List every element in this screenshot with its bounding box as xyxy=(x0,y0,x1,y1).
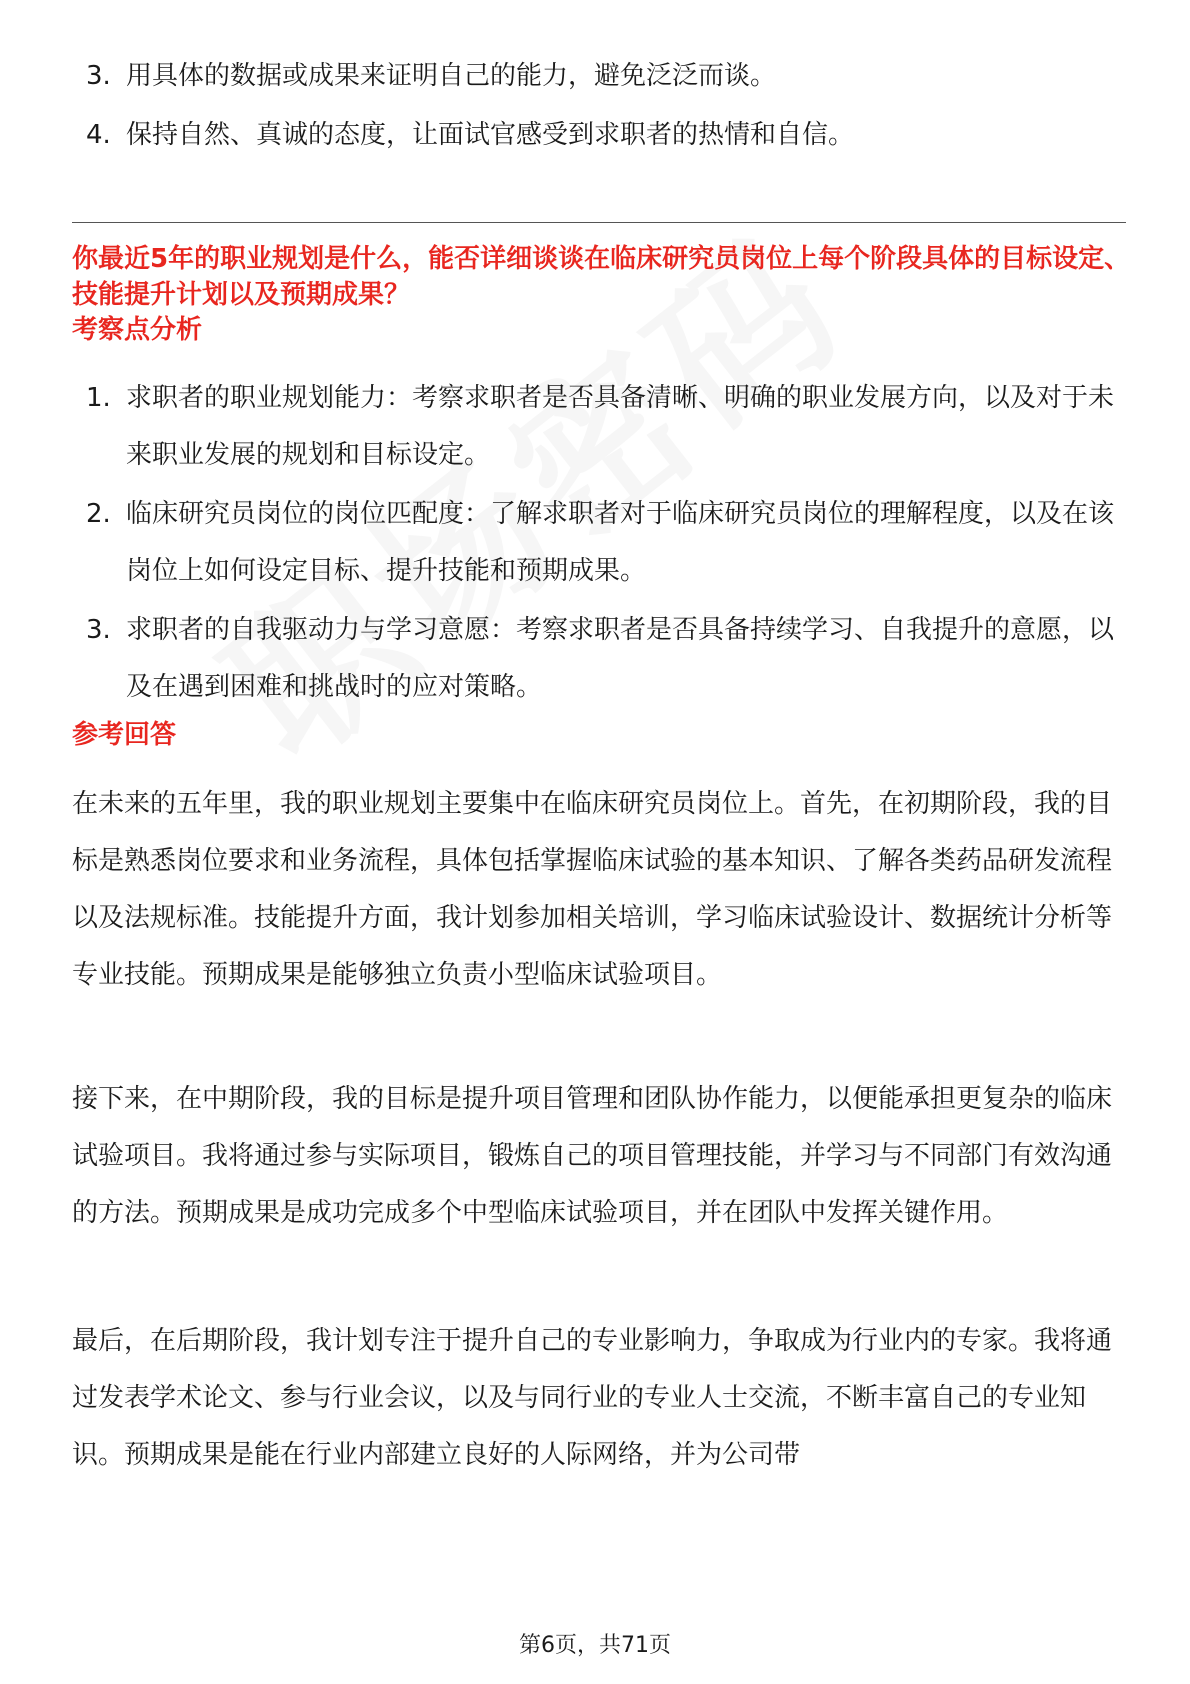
answer-paragraph: 最后，在后期阶段，我计划专注于提升自己的专业影响力，争取成为行业内的专家。我将通过发表学术论文、参与行业会议，以及与同行业的专业人士交流，不断丰富自己的专业知识。预期成果是能在行业内部建立良好的人际网络，并为公司带 xyxy=(72,1326,1113,1470)
list-number: 1. xyxy=(86,383,111,413)
page-number: 第6页，共71页 xyxy=(519,1633,671,1658)
list-item xyxy=(72,370,1122,484)
list-text: 保持自然、真诚的态度，让面试官感受到求职者的热情和自信。 xyxy=(126,120,855,150)
list-text: 临床研究员岗位的岗位匹配度：了解求职者对于临床研究员岗位的理解程度，以及在该岗位上如何设定目标、提升技能和预期成果。 xyxy=(126,499,1115,586)
list-text: 用具体的数据或成果来证明自己的能力，避免泛泛而谈。 xyxy=(126,61,777,91)
list-number: 2. xyxy=(86,499,111,529)
answer-paragraph: 在未来的五年里，我的职业规划主要集中在临床研究员岗位上。首先，在初期阶段，我的目标是熟悉岗位要求和业务流程，具体包括掌握临床试验的基本知识、了解各类药品研发流程以及法规标准。技能提升方面，我计划参加相关培训，学习临床试验设计、数据统计分析等专业技能。预期成果是能够独立负责小型临床试验项目。 xyxy=(72,789,1113,990)
tips-list xyxy=(72,48,1122,164)
list-text: 求职者的职业规划能力：考察求职者是否具备清晰、明确的职业发展方向，以及对于未来职业发展的规划和目标设定。 xyxy=(126,383,1115,470)
list-item xyxy=(72,107,1122,164)
list-item xyxy=(72,48,1122,105)
list-number: 4. xyxy=(86,120,111,150)
answer-paragraph: 接下来，在中期阶段，我的目标是提升项目管理和团队协作能力，以便能承担更复杂的临床试验项目。我将通过参与实际项目，锻炼自己的项目管理技能，并学习与不同部门有效沟通的方法。预期成果是成功完成多个中型临床试验项目，并在团队中发挥关键作用。 xyxy=(72,1084,1113,1228)
list-item xyxy=(72,602,1122,716)
question-heading: 你最近5年的职业规划是什么，能否详细谈谈在临床研究员岗位上每个阶段具体的目标设定、技能提升计划以及预期成果？ xyxy=(72,244,1131,310)
answer-heading: 参考回答 xyxy=(72,720,177,750)
list-number: 3. xyxy=(86,615,111,645)
divider xyxy=(72,222,1126,223)
analysis-list xyxy=(72,370,1122,716)
list-number: 3. xyxy=(86,61,111,91)
list-item xyxy=(72,486,1122,600)
analysis-heading: 考察点分析 xyxy=(72,315,203,345)
list-text: 求职者的自我驱动力与学习意愿：考察求职者是否具备持续学习、自我提升的意愿，以及在遇到困难和挑战时的应对策略。 xyxy=(126,615,1115,702)
